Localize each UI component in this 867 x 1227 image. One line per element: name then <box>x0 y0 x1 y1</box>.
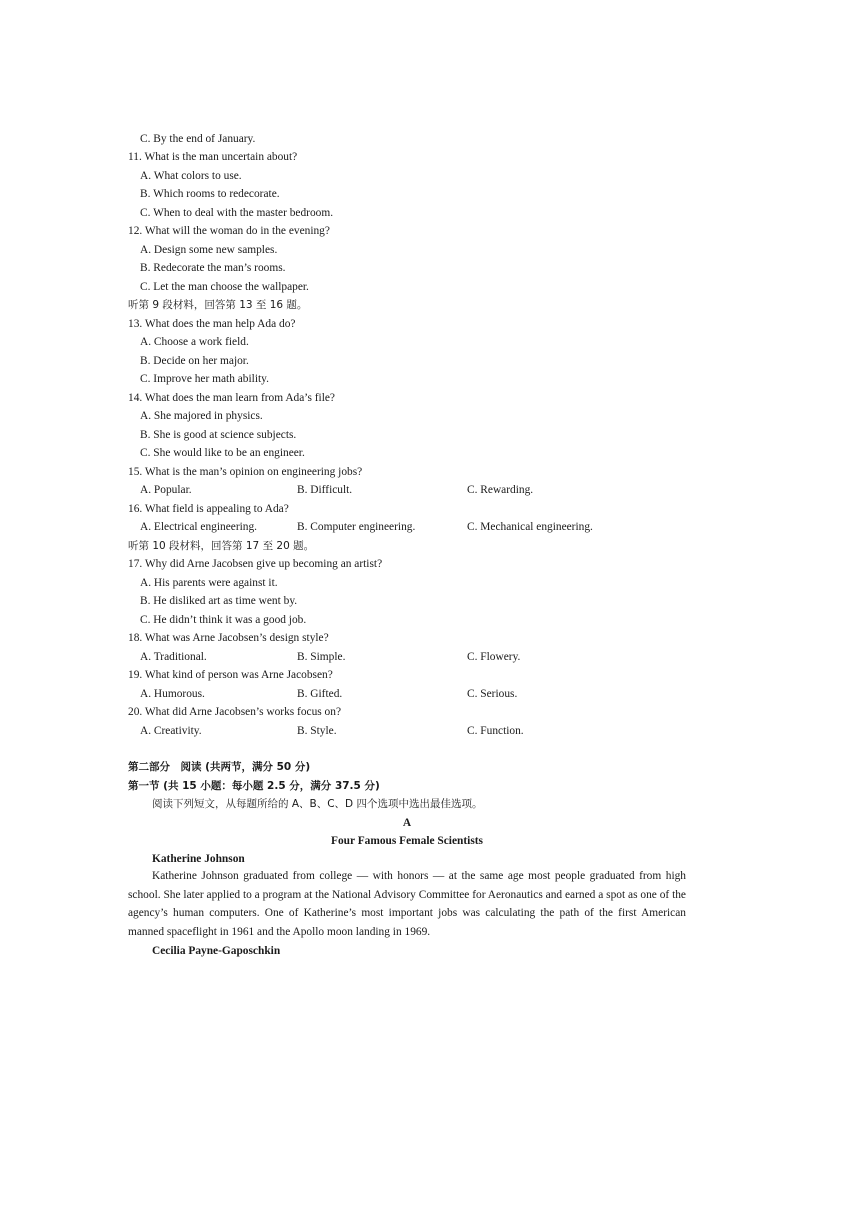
q13-option-b: B. Decide on her major. <box>140 355 249 367</box>
passage-letter: A <box>402 817 412 829</box>
q16-option-c: C. Mechanical engineering. <box>467 521 593 533</box>
q19-option-b: B. Gifted. <box>297 688 343 700</box>
q12-option-a: A. Design some new samples. <box>140 244 278 256</box>
q11-stem: 11. What is the man uncertain about? <box>128 151 298 163</box>
q13-stem: 13. What does the man help Ada do? <box>128 318 296 330</box>
q18-option-c: C. Flowery. <box>467 651 521 663</box>
q17-option-b: B. He disliked art as time went by. <box>140 595 298 607</box>
q15-option-b: B. Difficult. <box>297 484 353 496</box>
q10-option-c: C. By the end of January. <box>140 133 256 145</box>
q17-option-a: A. His parents were against it. <box>140 577 278 589</box>
q12-option-b: B. Redecorate the man’s rooms. <box>140 262 286 274</box>
q19-stem: 19. What kind of person was Arne Jacobsen? <box>128 669 333 681</box>
q12-option-c: C. Let the man choose the wallpaper. <box>140 281 309 293</box>
q17-option-c: C. He didn’t think it was a good job. <box>140 614 307 626</box>
scientist-2-name: Cecilia Payne-Gaposchkin <box>152 945 281 957</box>
q13-option-c: C. Improve her math ability. <box>140 373 269 385</box>
q18-option-a: A. Traditional. <box>140 651 207 663</box>
q15-option-c: C. Rewarding. <box>467 484 534 496</box>
q15-option-a: A. Popular. <box>140 484 192 496</box>
section1-heading: 第一节 (共 15 小题：每小题 2.5 分，满分 37.5 分) <box>128 780 380 792</box>
scientist-1-paragraph: Katherine Johnson graduated from college — with honors — at the same age most people graduated from high school. She later applied to a program at the National Advisory Committee for Aeronautics and earned a spot as one of the agency’s human computers. One of Katherine’s most important jobs was calculating the path of the first American manned spaceflight in 1961 and the Apollo moon landing in 1969. <box>128 870 686 938</box>
q11-option-a: A. What colors to use. <box>140 170 242 182</box>
passage-title: Four Famous Female Scientists <box>331 835 483 847</box>
instruction-passage-10: 听第 10 段材料，回答第 17 至 20 题。 <box>128 540 315 552</box>
q20-option-c: C. Function. <box>467 725 524 737</box>
q14-option-a: A. She majored in physics. <box>140 410 263 422</box>
part2-heading: 第二部分 阅读 (共两节，满分 50 分) <box>128 761 311 773</box>
q17-stem: 17. Why did Arne Jacobsen give up becoming an artist? <box>128 558 383 570</box>
q20-option-a: A. Creativity. <box>140 725 202 737</box>
q14-stem: 14. What does the man learn from Ada’s file? <box>128 392 335 404</box>
q11-option-b: B. Which rooms to redecorate. <box>140 188 280 200</box>
q20-option-b: B. Style. <box>297 725 337 737</box>
q20-stem: 20. What did Arne Jacobsen’s works focus on? <box>128 706 342 718</box>
q13-option-a: A. Choose a work field. <box>140 336 249 348</box>
q16-option-a: A. Electrical engineering. <box>140 521 258 533</box>
q15-stem: 15. What is the man’s opinion on engineering jobs? <box>128 466 363 478</box>
q19-option-c: C. Serious. <box>467 688 518 700</box>
instruction-passage-9: 听第 9 段材料，回答第 13 至 16 题。 <box>128 299 308 311</box>
q18-stem: 18. What was Arne Jacobsen’s design style? <box>128 632 329 644</box>
q16-stem: 16. What field is appealing to Ada? <box>128 503 289 515</box>
q18-option-b: B. Simple. <box>297 651 346 663</box>
q14-option-b: B. She is good at science subjects. <box>140 429 297 441</box>
q12-stem: 12. What will the woman do in the evening? <box>128 225 330 237</box>
q11-option-c: C. When to deal with the master bedroom. <box>140 207 334 219</box>
q14-option-c: C. She would like to be an engineer. <box>140 447 305 459</box>
q16-option-b: B. Computer engineering. <box>297 521 416 533</box>
section1-instruction: 阅读下列短文，从每题所给的 A、B、C、D 四个选项中选出最佳选项。 <box>152 798 483 810</box>
scientist-1-name: Katherine Johnson <box>152 853 245 865</box>
q19-option-a: A. Humorous. <box>140 688 205 700</box>
